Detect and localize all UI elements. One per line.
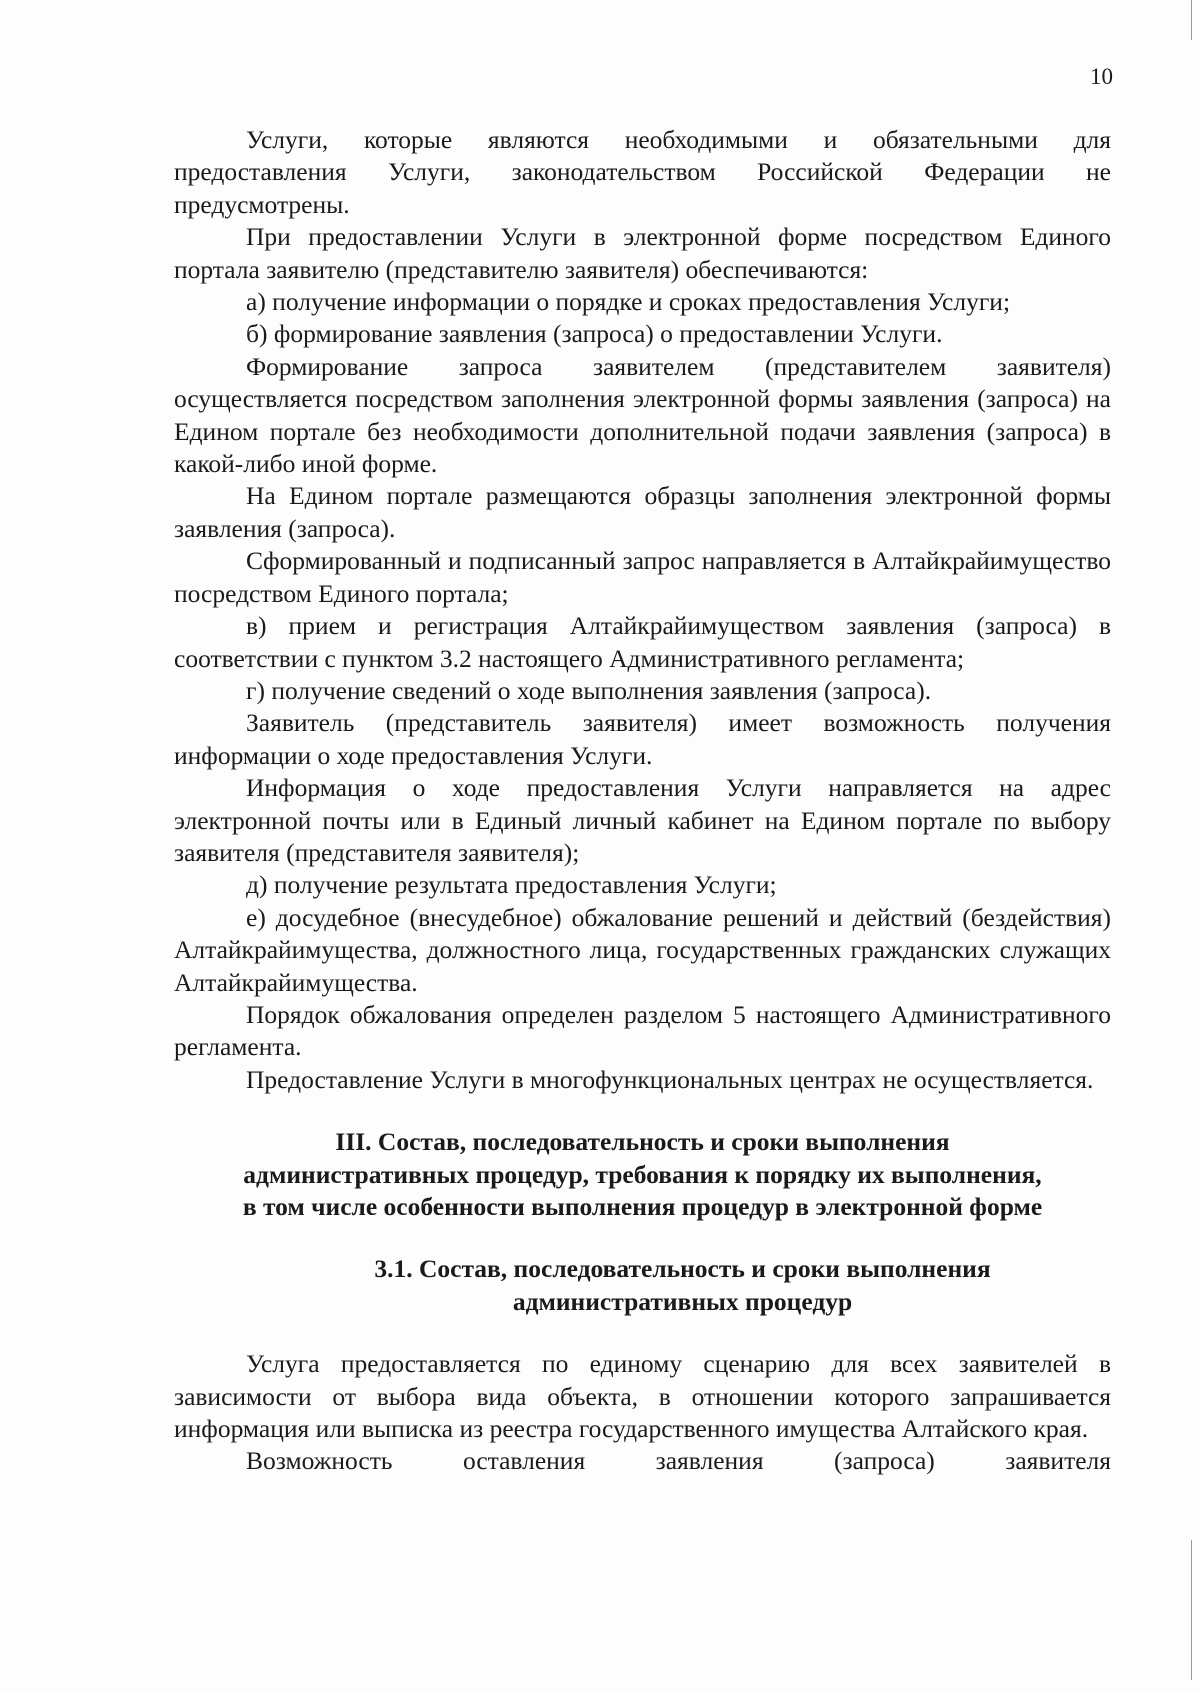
paragraph: Информация о ходе предоставления Услуги направляется на адрес электронной почты или в Единый личный кабинет на Едином портале по выбору заявителя (представителя заявителя); [174,773,1111,867]
paragraph: Сформированный и подписанный запрос направляется в Алтайкрайимущество посредством Единого портала; [174,546,1111,608]
paragraph: Возможность оставления заявления (запроса) заявителя [246,1446,1111,1476]
list-item-e: е) досудебное (внесудебное) обжалование решений и действий (бездействия) Алтайкрайимущества, должностного лица, государственных гражданских служащих Алтайкрайимущества. [174,902,1111,997]
list-item-g: г) получение сведений о ходе выполнения заявления (запроса). [246,675,932,705]
paragraph: Порядок обжалования определен разделом 5 настоящего Административного регламента. [174,999,1111,1062]
paragraph: На Едином портале размещаются образцы заполнения электронной формы заявления (запроса). [174,481,1111,543]
paragraph: Услуги, которые являются необходимыми и обязательными для предоставления Услуги, законодательством Российской Федерации не предусмотрены. [174,125,1111,219]
list-item-b: б) формирование заявления (запроса) о предоставлении Услуги. [246,319,943,349]
scan-edge-mark-top [1191,0,1192,40]
subsection-heading: 3.1. Состав, последовательность и сроки выполнения административных процедур [374,1254,991,1316]
paragraph: Заявитель (представитель заявителя) имеет возможность получения информации о ходе предоставления Услуги. [174,708,1111,770]
list-item-a: а) получение информации о порядке и сроках предоставления Услуги; [246,287,1011,317]
paragraph: Предоставление Услуги в многофункциональных центрах не осуществляется. [246,1064,1094,1094]
document-body [174,124,1111,1478]
page-number: 10 [1090,64,1113,89]
section-heading: III. Состав, последовательность и сроки выполнения административных процедур, требования к порядку их выполнения, в том числе особенности выполнения процедур в электронной форме [242,1127,1043,1221]
paragraph: Услуга предоставляется по единому сценарию для всех заявителей в зависимости от выбора вида объекта, в отношении которого запрашивается информация или выписка из реестра государственного имущества Алтайского края. [174,1349,1111,1444]
paragraph: При предоставлении Услуги в электронной форме посредством Единого портала заявителю (представителю заявителя) обеспечиваются: [174,222,1111,284]
list-item-d: д) получение результата предоставления Услуги; [246,870,777,900]
list-item-v: в) прием и регистрация Алтайкрайимуществом заявления (запроса) в соответствии с пунктом 3.2 настоящего Административного регламента; [174,611,1111,673]
scan-edge-mark-bottom [1191,1540,1192,1680]
paragraph: Формирование запроса заявителем (представителем заявителя) осуществляется посредством заполнения электронной формы заявления (запроса) на Едином портале без необходимости дополнительной подачи заявления (запроса) в какой-либо иной форме. [174,351,1111,479]
